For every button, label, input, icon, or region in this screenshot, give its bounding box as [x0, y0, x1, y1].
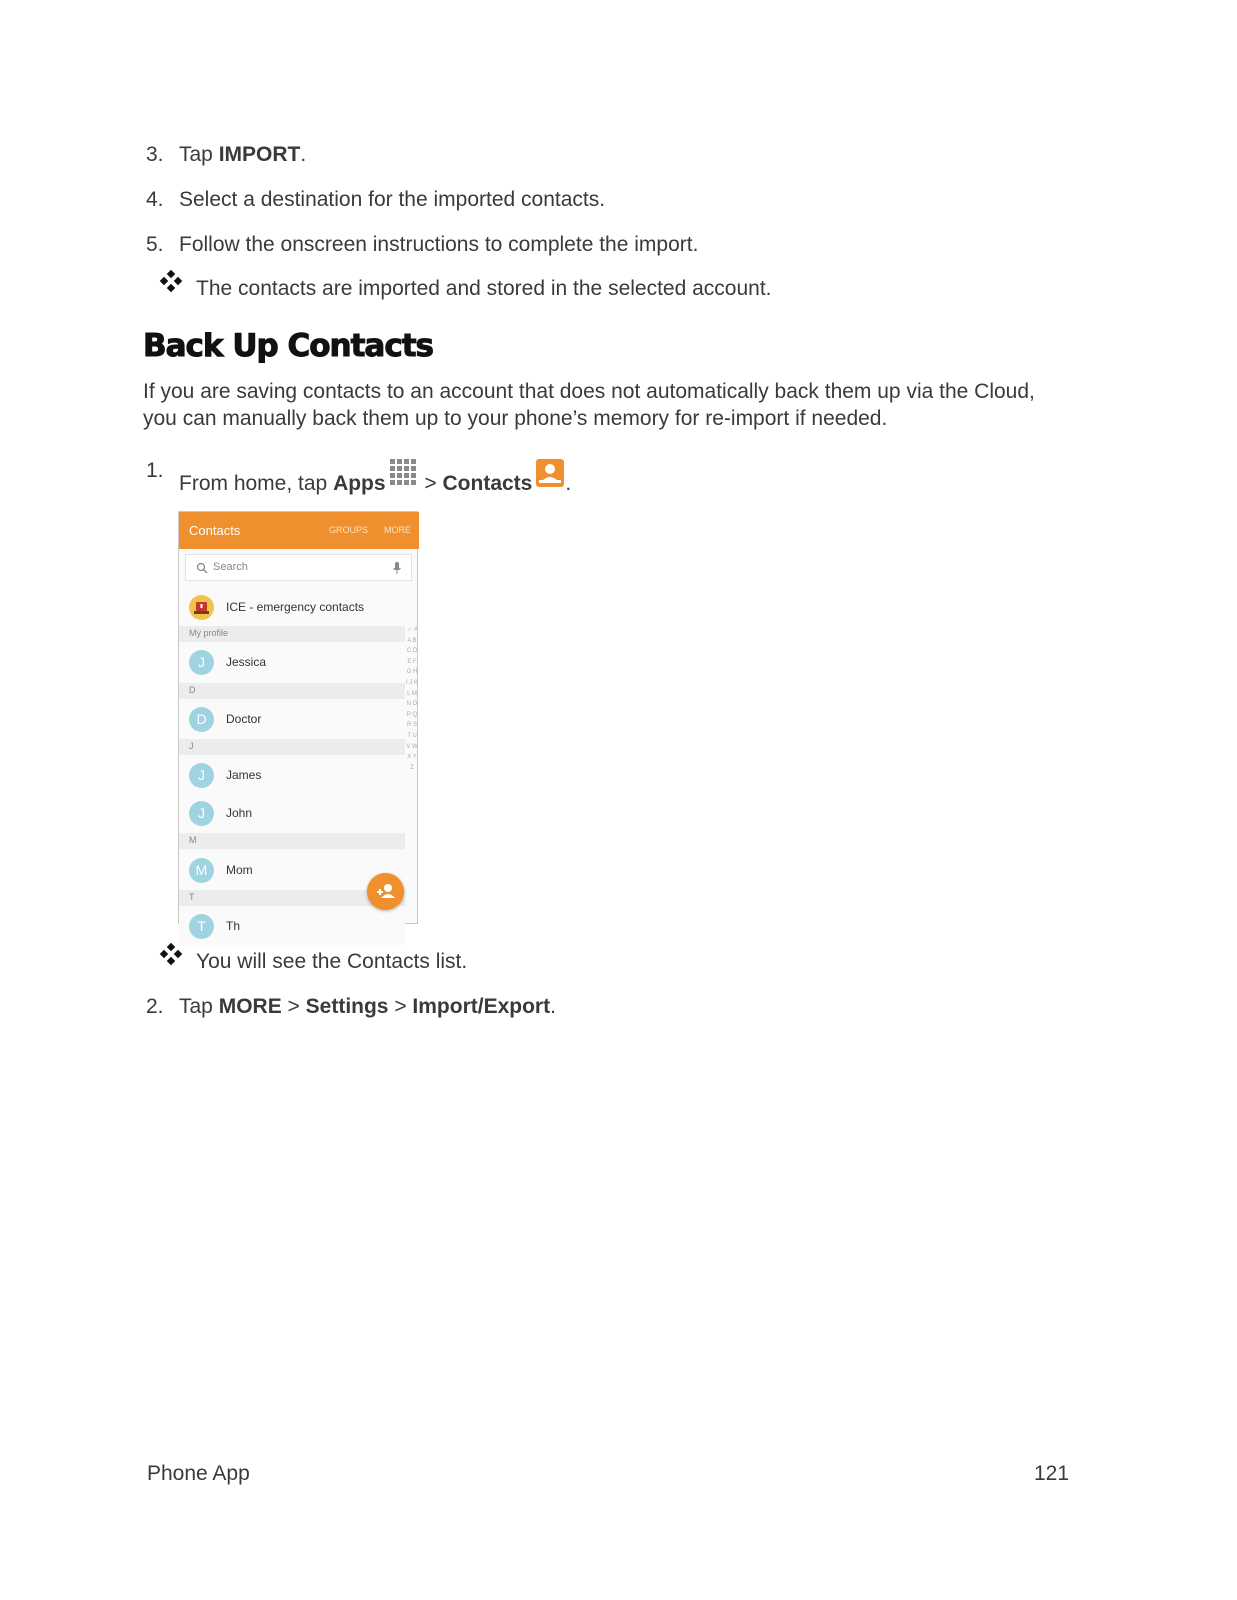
avatar: M: [189, 858, 214, 883]
contact-row[interactable]: T Th: [179, 907, 405, 945]
app-bar: [179, 512, 419, 549]
apps-grid-icon: [389, 458, 419, 488]
app-title: Contacts: [189, 523, 241, 538]
avatar: D: [189, 707, 214, 732]
avatar: T: [189, 914, 214, 939]
search-input[interactable]: Search: [185, 554, 412, 581]
microphone-icon[interactable]: [392, 561, 402, 575]
contacts-app-icon: [535, 458, 565, 488]
intro-paragraph: If you are saving contacts to an account that does not automatically back them up via the Cloud, you can manually back them up to your phone’s memory for re-import if needed.: [143, 380, 1035, 430]
contact-row[interactable]: M Mom: [179, 851, 405, 889]
section-header: T: [179, 890, 405, 906]
ice-row[interactable]: ICE - emergency contacts: [179, 588, 405, 626]
ice-icon: [189, 595, 214, 620]
ice-badge-icon: [189, 595, 214, 620]
more-menu[interactable]: MORE: [384, 525, 411, 535]
section-header: J: [179, 739, 405, 755]
contacts-screenshot: [178, 511, 419, 934]
section-header: My profile: [179, 626, 405, 642]
avatar: J: [189, 763, 214, 788]
contact-row[interactable]: J James: [179, 756, 405, 794]
footer-section-name: Phone App: [147, 1462, 250, 1485]
avatar: J: [189, 801, 214, 826]
contact-row[interactable]: J John: [179, 794, 405, 832]
add-person-icon: [367, 873, 404, 910]
alphabet-index-scroller[interactable]: ☆ # A B C D E F G H I J K L M N O P Q R S T U V W X Y Z: [406, 627, 419, 771]
contact-row[interactable]: J Jessica: [179, 643, 405, 681]
page-number: 121: [1034, 1462, 1070, 1485]
section-title: Back Up Contacts: [143, 328, 433, 364]
avatar: J: [189, 650, 214, 675]
groups-tab[interactable]: GROUPS: [329, 525, 369, 535]
search-icon: [196, 562, 208, 574]
section-header: D: [179, 683, 405, 699]
diamond-bullet-icon: [160, 270, 182, 292]
add-contact-button[interactable]: [367, 873, 404, 910]
diamond-bullet-icon: [160, 943, 182, 965]
contact-row[interactable]: D Doctor: [179, 700, 405, 738]
section-header: M: [179, 833, 405, 849]
